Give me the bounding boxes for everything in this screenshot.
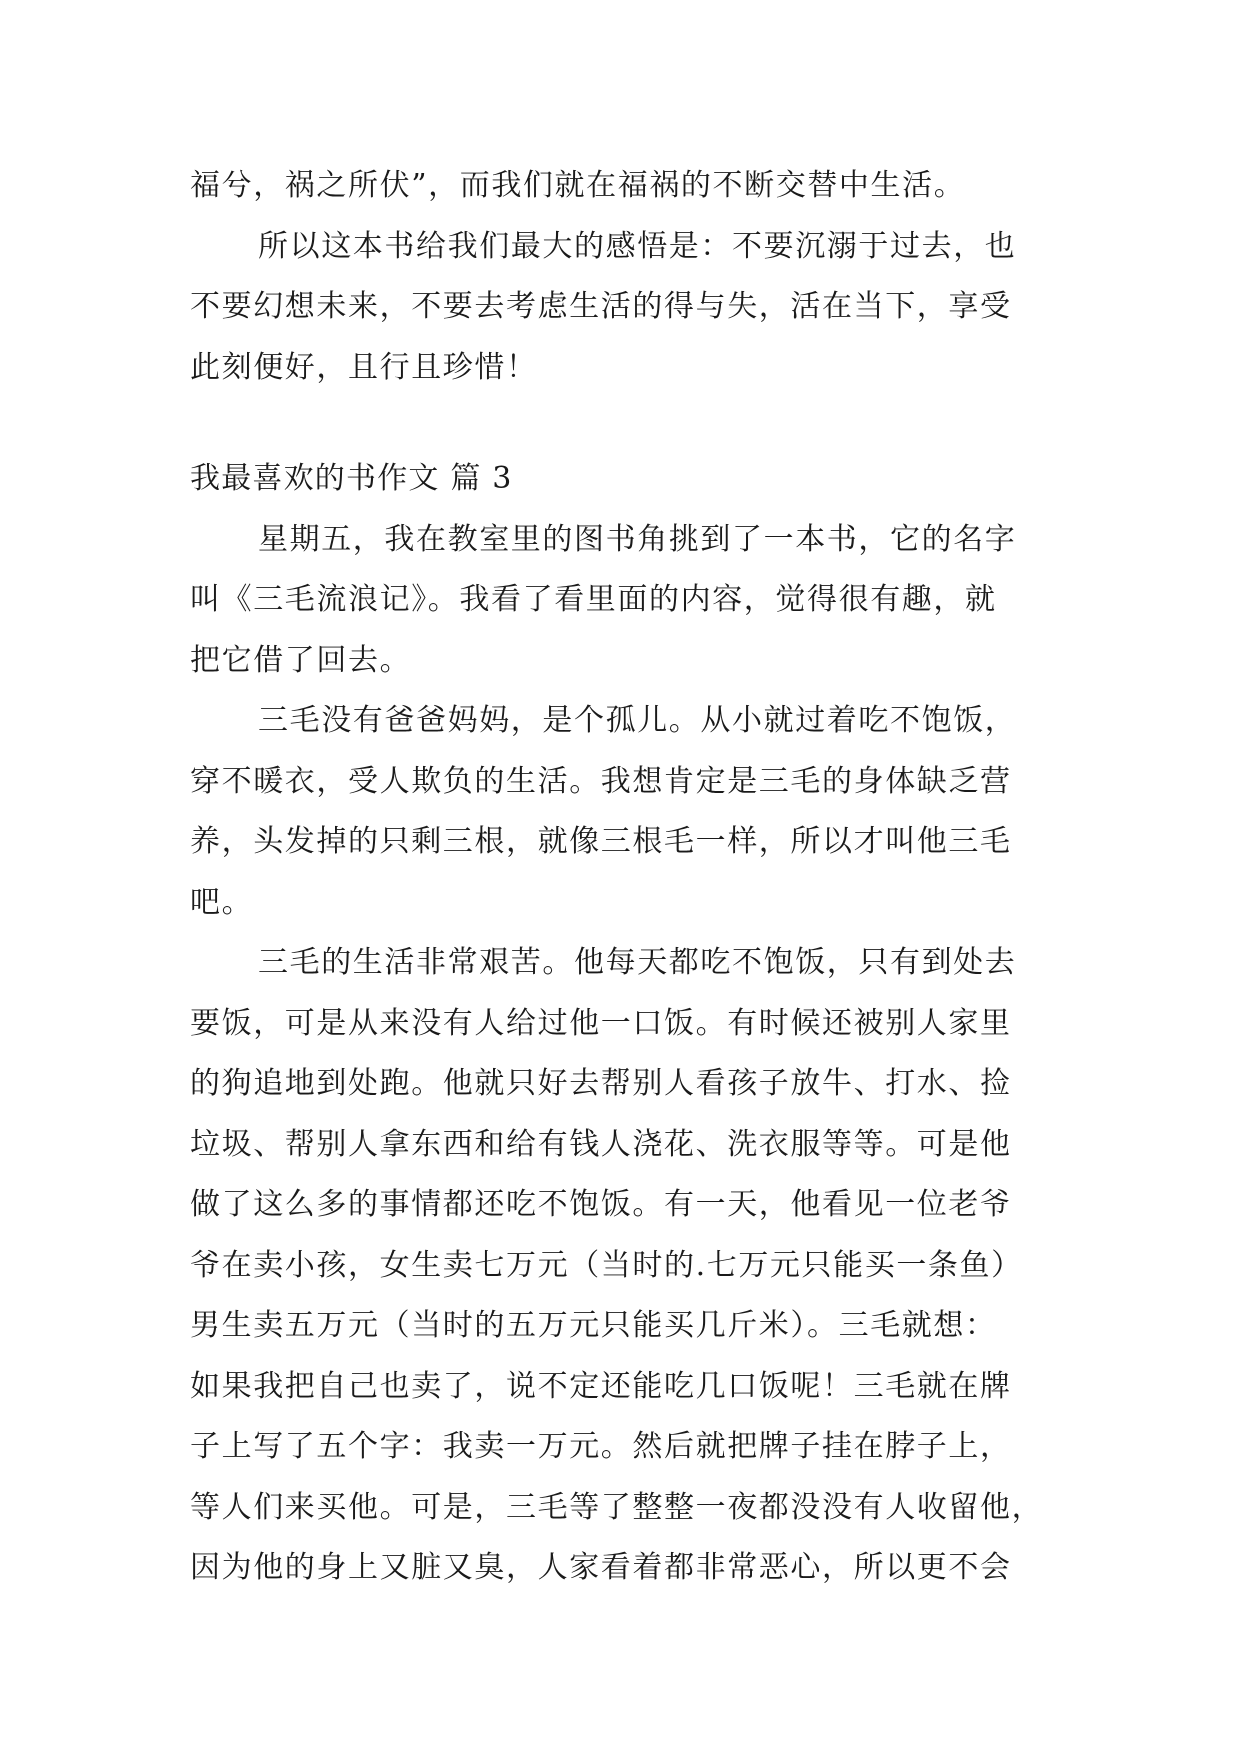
- paragraph-line: 如果我把自己也卖了，说不定还能吃几口饭呢！三毛就在牌: [190, 1368, 1012, 1404]
- paragraph-line: 等人们来买他。可是，三毛等了整整一夜都没没有人收留他，: [190, 1489, 1044, 1525]
- paragraph-line: 所以这本书给我们最大的感悟是：不要沉溺于过去，也: [258, 228, 1017, 264]
- paragraph-line: 的狗追地到处跑。他就只好去帮别人看孩子放牛、打水、捡: [190, 1066, 1012, 1101]
- paragraph-line: 因为他的身上又脏又臭，人家看着都非常恶心，所以更不会: [190, 1550, 1012, 1585]
- paragraph-line: 星期五，我在教室里的图书角挑到了一本书，它的名字: [258, 521, 1017, 557]
- paragraph-line: 吧。: [190, 884, 254, 920]
- paragraph-line: 子上写了五个字：我卖一万元。然后就把牌子挂在脖子上，: [190, 1429, 1012, 1464]
- paragraph-line: 养，头发掉的只剩三根，就像三根毛一样，所以才叫他三毛: [190, 824, 1012, 859]
- paragraph-line: 此刻便好，且行且珍惜！: [190, 349, 538, 385]
- section-gap: [190, 398, 1070, 449]
- paragraph-line: 要饭，可是从来没有人给过他一口饭。有时候还被别人家里: [190, 1005, 1012, 1041]
- paragraph-line: 三毛的生活非常艰苦。他每天都吃不饱饭，只有到处去: [258, 945, 1017, 980]
- paragraph-line: 三毛没有爸爸妈妈，是个孤儿。从小就过着吃不饱饭，: [258, 703, 1017, 738]
- paragraph-line: 福兮，祸之所伏”，而我们就在福祸的不断交替中生活。: [190, 168, 966, 203]
- paragraph-line: 穿不暖衣，受人欺负的生活。我想肯定是三毛的身体缺乏营: [190, 763, 1012, 799]
- paragraph-line: 垃圾、帮别人拿东西和给有钱人浇花、洗衣服等等。可是他: [190, 1126, 1012, 1162]
- document-body: [190, 156, 1070, 1599]
- paragraph-line: 做了这么多的事情都还吃不饱饭。有一天，他看见一位老爷: [190, 1187, 1012, 1222]
- paragraph-line: 叫《三毛流浪记》。我看了看里面的内容，觉得很有趣，就: [190, 582, 997, 617]
- paragraph-line: 爷在卖小孩，女生卖七万元（当时的.七万元只能买一条鱼）: [190, 1247, 1023, 1283]
- paragraph-line: 把它借了回去。: [190, 642, 412, 678]
- section-title: 我最喜欢的书作文 篇 3: [190, 461, 513, 496]
- paragraph-line: 男生卖五万元（当时的五万元只能买几斤米）。三毛就想：: [190, 1308, 997, 1343]
- paragraph-line: 不要幻想未来，不要去考虑生活的得与失，活在当下，享受: [190, 289, 1012, 324]
